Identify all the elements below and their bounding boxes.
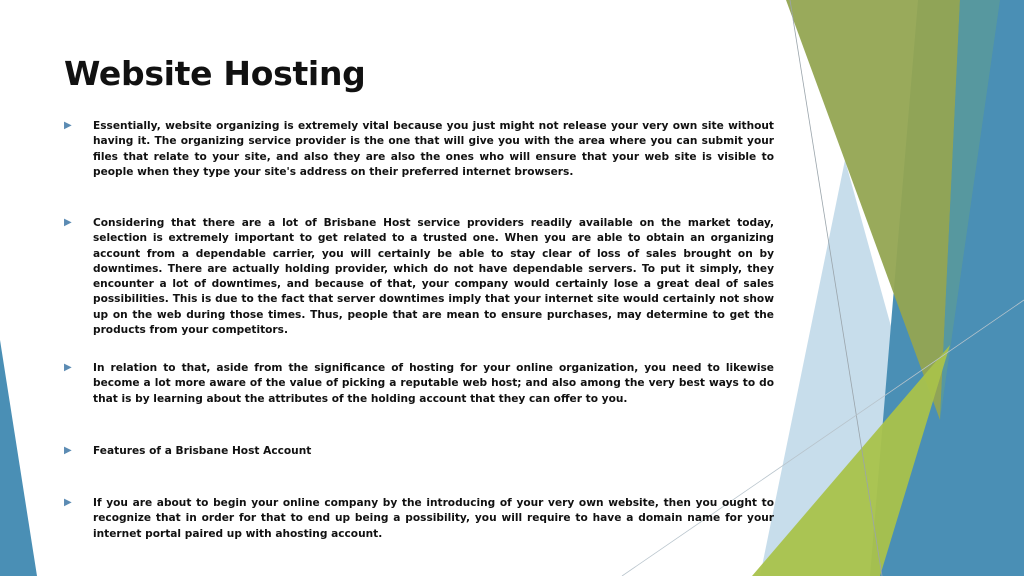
bullet-text: If you are about to begin your online company by the introducing of your very own website, then you ought to recognize that in order for that to end up being a possibility, you will require to have a domain name for your internet portal paired up with ahosting account. (93, 497, 774, 540)
bullet-text: Considering that there are a lot of Brisbane Host service providers readily available on the market today, selection is extremely important to get related to a trusted one. When you are able to obtain an organizing account from a dependable carrier, you will certainly be able to stay clear of loss of sales brought on by downtimes. There are actually holding provider, which do not have dependable servers. To put it simply, they encounter a lot of downtimes, and because of that, your company would certainly lose a great deal of sales possibilities. This is due to the fact that server downtimes imply that your internet site would certainly not show up on the web during those times. Thus, people that are mean to ensure purchases, may determine to get the products from your competitors. (93, 217, 774, 337)
slide-title: Website Hosting (64, 54, 366, 93)
bullet-item (64, 361, 774, 407)
bullet-text: In relation to that, aside from the significance of hosting for your online organization, you need to likewise become a lot more aware of the value of picking a reputable web host; and also among the very best ways to do that is by learning about the attributes of the holding account that they can offer to you. (93, 362, 774, 405)
bullet-item (64, 444, 774, 459)
bullet-arrow-icon: ▶ (64, 120, 72, 131)
bullet-item (64, 216, 774, 338)
left-blue-shape (0, 340, 37, 576)
bullet-arrow-icon: ▶ (64, 217, 72, 228)
bullet-text: Features of a Brisbane Host Account (93, 445, 312, 457)
bullet-text: Essentially, website organizing is extremely vital because you just might not release your very own site without having it. The organizing service provider is the one that will give you with the area where you can submit your files that relate to your site, and also they are also the ones who will ensure that your web site is visible to people when they type your site's address on their preferred internet browsers. (93, 120, 774, 178)
bullet-arrow-icon: ▶ (64, 497, 72, 508)
bullet-item (64, 496, 774, 542)
bullet-arrow-icon: ▶ (64, 445, 72, 456)
bullet-arrow-icon: ▶ (64, 362, 72, 373)
bullet-item (64, 119, 774, 180)
